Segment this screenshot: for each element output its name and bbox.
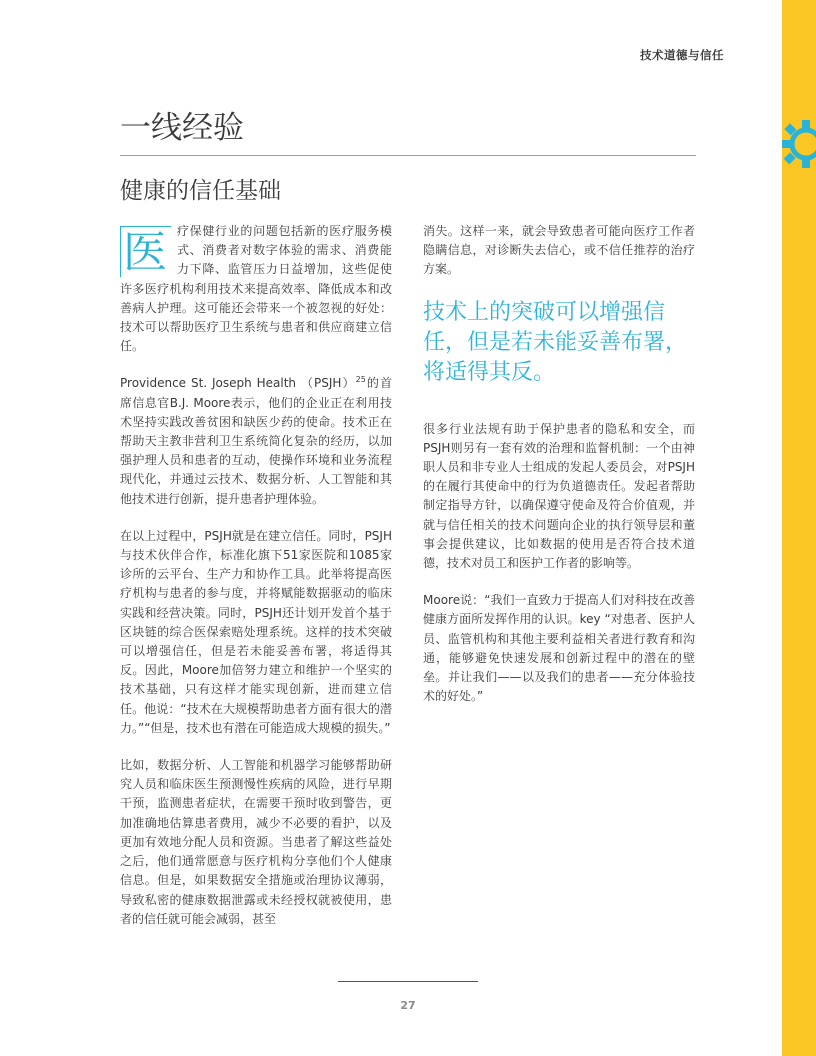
right-paragraph-2: 很多行业法规有助于保护患者的隐私和安全，而PSJH则另有一套有效的治理和监督机制：一个由神职人员和非专业人士组成的发起人委员会，对PSJH的在履行其使命中的行为负道德责任。发起者帮助制定指导方针，以确保遵守使命及符合价值观，并就与信任相关的技术问题向企业的执行领导层和董事会提供建议，比如数据的使用是否符合技术道德，技术对员工和医护工作者的影响等。 [423, 421, 695, 571]
left-paragraph-2 [120, 374, 392, 508]
left-paragraph-1 [120, 222, 392, 356]
left-paragraph-1-text: 疗保健行业的问题包括新的医疗服务模式、消费者对数字体验的需求、消费能力下降、监管压力日益增加，这些促使许多医疗机构利用技术来提高效率、降低成本和改善病人护理。这可能还会带来一个被忽视的好处：技术可以帮助医疗卫生系统与患者和供应商建立信任。 [120, 224, 392, 354]
drop-cap: 医 [120, 226, 171, 277]
right-paragraph-3: Moore说：“我们一直致力于提高人们对科技在改善健康方面所发挥作用的认识。key “对患者、医护人员、监管机构和其他主要利益相关者进行教育和沟通，能够避免快速发展和创新过程中的潜在的壁垒。并让我们——以及我们的患者——充分体验技术的好处。” [423, 593, 695, 704]
page-title: 一线经验 [120, 110, 244, 146]
right-column [423, 222, 695, 724]
left-paragraph-4: 比如，数据分析、人工智能和机器学习能够帮助研究人员和临床医生预测慢性疾病的风险，进行早期干预，监测患者症状，在需要干预时收到警告，更加准确地估算患者费用，减少不必要的看护，以及更加有效地分配人员和资源。当患者了解这些益处之后，他们通常愿意与医疗机构分享他们个人健康信息。但是，如果数据安全措施或治理协议薄弱，导致私密的健康数据泄露或未经授权就被使用，患者的信任就可能会减弱，甚至 [120, 758, 392, 926]
section-header: 技术道德与信任 [640, 48, 724, 62]
left-paragraph-2-text: 的首席信息官B.J. Moore表示，他们的企业正在利用技术坚持实践改善贫困和缺医少药的使命。技术正在帮助天主教非营利卫生系统简化复杂的经历，以加强护理人员和患者的互动，使操作环境和业务流程现代化，并通过云技术、数据分析、人工智能和其他技术进行创新，提升患者护理体验。 [120, 376, 392, 506]
right-paragraph-1: 消失。这样一来，就会导致患者可能向医疗工作者隐瞒信息，对诊断失去信心，或不信任推荐的治疗方案。 [423, 224, 695, 277]
left-paragraph-3: 在以上过程中，PSJH就是在建立信任。同时，PSJH与技术伙伴合作，标准化旗下51家医院和1085家诊所的云平台、生产力和协作工具。此举将提高医疗机构与患者的参与度，并将赋能数据驱动的临床实践和经营决策。同时，PSJH还计划开发首个基于区块链的综合医保索赔处理系统。这样的技术突破可以增强信任，但是若未能妥善布署，将适得其反。因此，Moore加倍努力建立和维护一个坚实的技术基础，只有这样才能实现创新，进而建立信任。他说：“技术在大规模帮助患者方面有很大的潜力。”“但是，技术也有潜在可能造成大规模的损失。” [120, 528, 392, 735]
title-divider [120, 155, 696, 156]
footer-divider [338, 981, 478, 982]
left-paragraph-2-lead: Providence St. Joseph Health （PSJH） [120, 376, 356, 391]
pull-quote: 技术上的突破可以增强信任，但是若未能妥善布署，将适得其反。 [423, 299, 688, 385]
page-number: 27 [400, 999, 416, 1012]
page-subtitle: 健康的信任基础 [120, 178, 281, 204]
left-column [120, 222, 392, 947]
gear-icon [780, 118, 816, 170]
footnote-ref: 25 [355, 375, 366, 385]
